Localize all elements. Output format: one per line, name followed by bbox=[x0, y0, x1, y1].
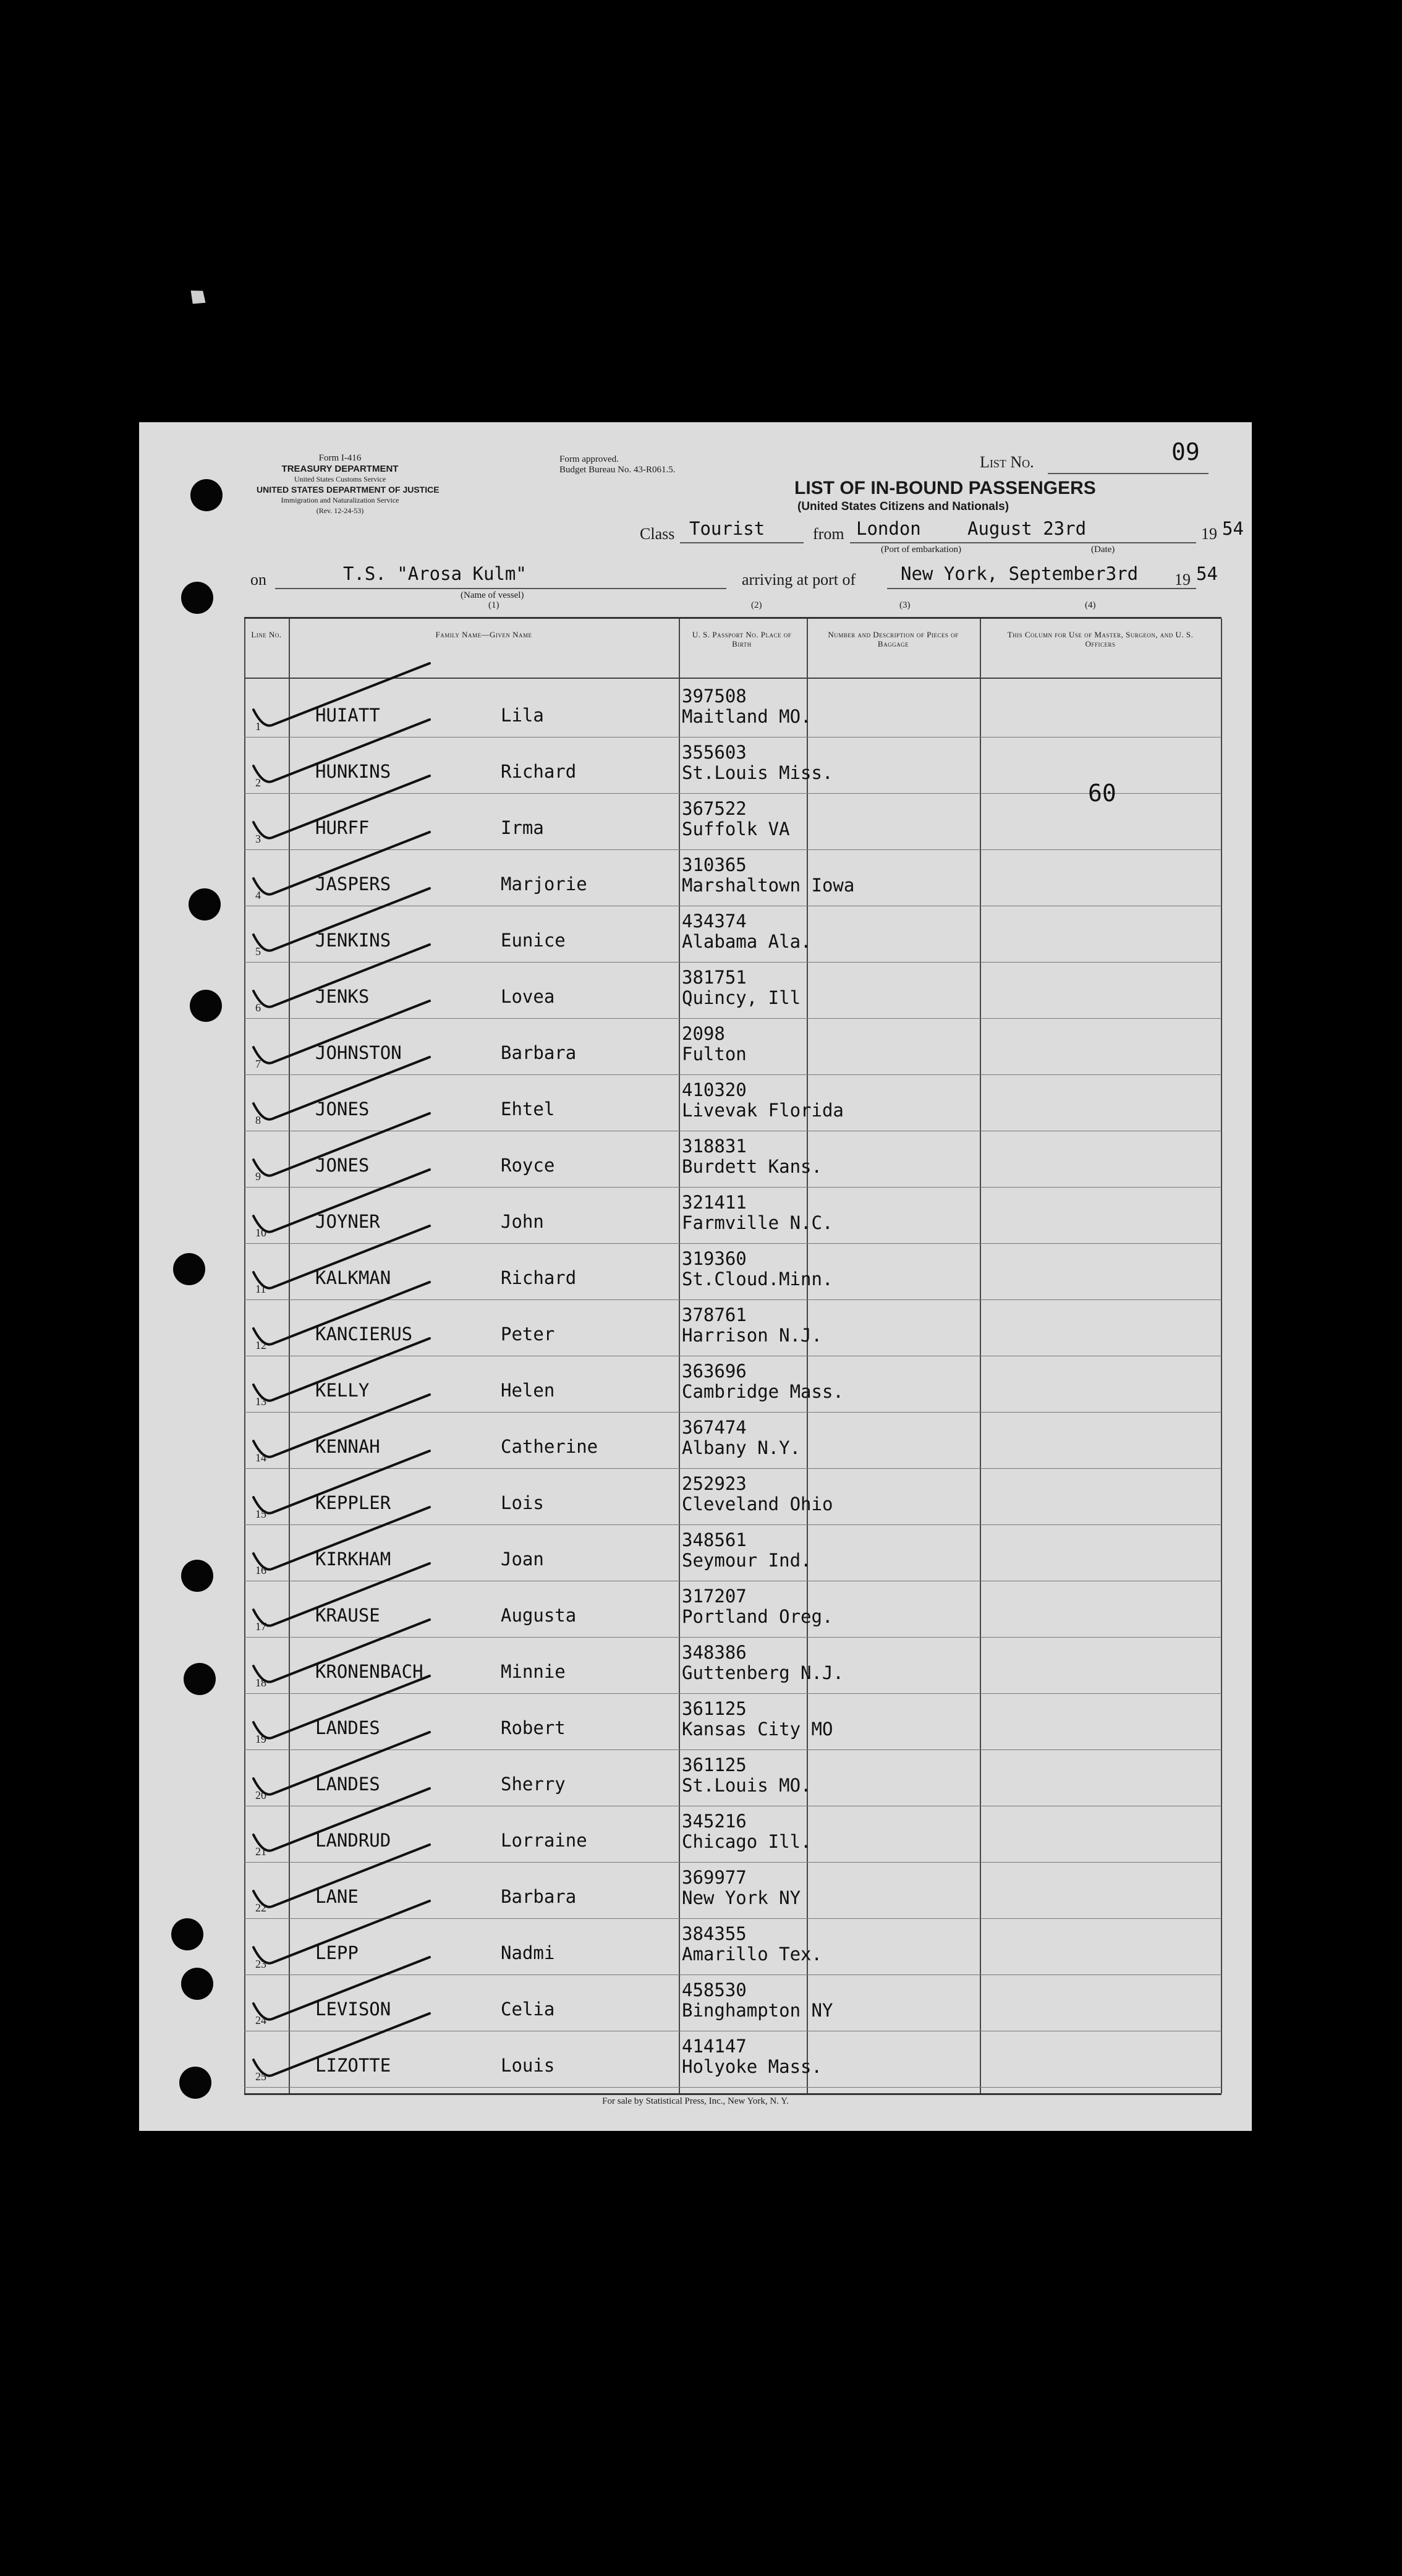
family-name: JOYNER bbox=[315, 1211, 380, 1232]
given-name: Augusta bbox=[501, 1605, 577, 1626]
line-number: 21 bbox=[255, 1845, 266, 1858]
punch-hole bbox=[181, 1560, 213, 1592]
passport-number: 348561 bbox=[682, 1529, 747, 1550]
passport-number: 318831 bbox=[682, 1136, 747, 1157]
table-row bbox=[244, 1356, 1221, 1413]
line-number: 1 bbox=[255, 720, 261, 733]
table-row bbox=[244, 1187, 1221, 1244]
birthplace: Holyoke Mass. bbox=[682, 2056, 822, 2077]
class-label: Class bbox=[640, 525, 675, 543]
passport-number: 310365 bbox=[682, 854, 747, 875]
passport-number: 458530 bbox=[682, 1979, 747, 2000]
given-name: Louis bbox=[501, 2055, 555, 2076]
family-name: JENKINS bbox=[315, 930, 391, 951]
punch-hole bbox=[190, 990, 222, 1022]
punch-hole bbox=[181, 1968, 213, 2000]
passport-number: 252923 bbox=[682, 1473, 747, 1494]
table-row bbox=[244, 737, 1221, 794]
passport-number: 381751 bbox=[682, 967, 747, 988]
col-line-header: Line No. bbox=[251, 630, 282, 639]
birthplace: Alabama Ala. bbox=[682, 931, 812, 952]
given-name: Nadmi bbox=[501, 1942, 555, 1963]
line-number: 5 bbox=[255, 945, 261, 958]
given-name: Ehtel bbox=[501, 1099, 555, 1120]
given-name: Richard bbox=[501, 761, 577, 782]
table-row bbox=[244, 849, 1221, 906]
vessel-name: T.S. "Arosa Kulm" bbox=[343, 563, 527, 584]
passport-number: 410320 bbox=[682, 1079, 747, 1100]
punch-hole bbox=[181, 582, 213, 614]
family-name: KANCIERUS bbox=[315, 1324, 413, 1345]
birthplace: Albany N.Y. bbox=[682, 1437, 801, 1458]
passport-number: 363696 bbox=[682, 1361, 747, 1382]
table-row bbox=[244, 1074, 1221, 1131]
table-row bbox=[244, 906, 1221, 963]
table-row bbox=[244, 1412, 1221, 1469]
given-name: Irma bbox=[501, 817, 544, 838]
table-row bbox=[244, 1018, 1221, 1075]
birthplace: Maitland MO. bbox=[682, 706, 812, 727]
arriving-label: arriving at port of bbox=[742, 571, 856, 589]
given-name: Richard bbox=[501, 1267, 577, 1288]
family-name: KEPPLER bbox=[315, 1492, 391, 1513]
birthplace: Marshaltown Iowa bbox=[682, 875, 855, 896]
family-name: JASPERS bbox=[315, 874, 391, 895]
given-name: Celia bbox=[501, 1999, 555, 2020]
given-name: Lovea bbox=[501, 986, 555, 1007]
table-row bbox=[244, 1693, 1221, 1750]
line-number: 20 bbox=[255, 1789, 266, 1801]
given-name: Eunice bbox=[501, 930, 566, 951]
family-name: KALKMAN bbox=[315, 1267, 391, 1288]
arrival-year-suffix: 54 bbox=[1196, 563, 1218, 584]
line-number: 19 bbox=[255, 1733, 266, 1745]
arrival-year-prefix: 19 bbox=[1175, 571, 1191, 589]
table-row bbox=[244, 793, 1221, 850]
punch-hole bbox=[173, 1253, 205, 1285]
from-date: August 23rd bbox=[967, 518, 1087, 539]
passport-number: 397508 bbox=[682, 686, 747, 707]
birthplace: Fulton bbox=[682, 1044, 747, 1065]
line-number: 11 bbox=[255, 1283, 266, 1295]
year-suffix: 54 bbox=[1222, 518, 1244, 539]
passenger-table bbox=[244, 617, 1221, 2095]
table-row bbox=[244, 1581, 1221, 1638]
given-name: Robert bbox=[501, 1717, 566, 1738]
birthplace: Quincy, Ill bbox=[682, 987, 801, 1008]
line-number: 6 bbox=[255, 1001, 261, 1014]
family-name: KRONENBACH bbox=[315, 1661, 423, 1682]
list-no-label: List No. bbox=[980, 453, 1034, 471]
family-name: JONES bbox=[315, 1155, 370, 1176]
passport-number: 321411 bbox=[682, 1192, 747, 1213]
family-name: JOHNSTON bbox=[315, 1042, 402, 1063]
officer-note: 60 bbox=[1088, 780, 1116, 807]
given-name: John bbox=[501, 1211, 544, 1232]
arrival-port-date: New York, September3rd bbox=[901, 563, 1139, 584]
col-baggage-header: Number and Description of Pieces of Baggage bbox=[828, 630, 959, 648]
list-no-value: 09 bbox=[1171, 438, 1200, 465]
birthplace: Seymour Ind. bbox=[682, 1550, 812, 1571]
given-name: Minnie bbox=[501, 1661, 566, 1682]
table-row bbox=[244, 1131, 1221, 1188]
table-row bbox=[244, 1243, 1221, 1300]
passport-number: 2098 bbox=[682, 1023, 725, 1044]
punch-hole bbox=[189, 888, 221, 920]
customs-service: United States Customs Service bbox=[294, 475, 386, 483]
birthplace: Cleveland Ohio bbox=[682, 1494, 833, 1515]
given-name: Royce bbox=[501, 1155, 555, 1176]
passport-number: 348386 bbox=[682, 1642, 747, 1663]
table-row bbox=[244, 962, 1221, 1019]
passport-number: 317207 bbox=[682, 1586, 747, 1607]
table-row bbox=[244, 1637, 1221, 1694]
approval-block bbox=[559, 454, 675, 475]
line-number: 17 bbox=[255, 1620, 266, 1633]
line-number: 8 bbox=[255, 1114, 261, 1126]
family-name: KRAUSE bbox=[315, 1605, 380, 1626]
class-value: Tourist bbox=[689, 518, 765, 539]
family-name: HUNKINS bbox=[315, 761, 391, 782]
given-name: Lorraine bbox=[501, 1830, 587, 1851]
given-name: Marjorie bbox=[501, 874, 587, 895]
family-name: JONES bbox=[315, 1099, 370, 1120]
family-name: HUIATT bbox=[315, 705, 380, 726]
form-revision: (Rev. 12-24-53) bbox=[316, 506, 364, 515]
family-name: LEVISON bbox=[315, 1999, 391, 2020]
passport-number: 384355 bbox=[682, 1923, 747, 1944]
table-row bbox=[244, 1468, 1221, 1525]
approval-line-1: Form approved. bbox=[559, 454, 619, 464]
birthplace: St.Louis MO. bbox=[682, 1775, 812, 1796]
line-number: 25 bbox=[255, 2070, 266, 2083]
punch-hole bbox=[179, 2067, 211, 2099]
passport-number: 414147 bbox=[682, 2036, 747, 2057]
col-officers-header: This Column for Use of Master, Surgeon, and U. S. Officers bbox=[1007, 630, 1194, 648]
family-name: LANDRUD bbox=[315, 1830, 391, 1851]
table-row bbox=[244, 1524, 1221, 1581]
given-name: Barbara bbox=[501, 1042, 577, 1063]
family-name: LIZOTTE bbox=[315, 2055, 391, 2076]
line-number: 13 bbox=[255, 1395, 266, 1408]
given-name: Joan bbox=[501, 1549, 544, 1570]
col-name-header: Family Name—Given Name bbox=[435, 630, 532, 639]
table-row bbox=[244, 2031, 1221, 2088]
vessel-caption: (Name of vessel) bbox=[461, 590, 524, 600]
given-name: Sherry bbox=[501, 1774, 566, 1795]
punch-hole bbox=[171, 1918, 203, 1950]
manifest-sheet bbox=[139, 422, 1252, 2131]
line-number: 15 bbox=[255, 1508, 266, 1520]
birthplace: Suffolk VA bbox=[682, 818, 790, 840]
birthplace: Chicago Ill. bbox=[682, 1831, 812, 1852]
given-name: Peter bbox=[501, 1324, 555, 1345]
family-name: KIRKHAM bbox=[315, 1549, 391, 1570]
given-name: Helen bbox=[501, 1380, 555, 1401]
table-row bbox=[244, 1806, 1221, 1863]
birthplace: New York NY bbox=[682, 1887, 801, 1908]
year-prefix: 19 bbox=[1201, 525, 1217, 543]
caption-4: (4) bbox=[1085, 600, 1096, 610]
family-name: LANE bbox=[315, 1886, 359, 1907]
caption-1: (1) bbox=[488, 600, 499, 610]
port-caption: (Port of embarkation) bbox=[881, 545, 961, 555]
birthplace: Burdett Kans. bbox=[682, 1156, 822, 1177]
line-number: 18 bbox=[255, 1677, 266, 1689]
birthplace: St.Cloud.Minn. bbox=[682, 1269, 833, 1290]
birthplace: Harrison N.J. bbox=[682, 1325, 822, 1346]
given-name: Lila bbox=[501, 705, 544, 726]
punch-hole bbox=[184, 1663, 216, 1695]
birthplace: Farmville N.C. bbox=[682, 1212, 833, 1233]
line-number: 24 bbox=[255, 2014, 266, 2026]
line-number: 16 bbox=[255, 1564, 266, 1576]
line-number: 12 bbox=[255, 1339, 266, 1351]
from-port: London bbox=[856, 518, 921, 539]
table-row bbox=[244, 1299, 1221, 1356]
birthplace: Amarillo Tex. bbox=[682, 1944, 822, 1965]
caption-2: (2) bbox=[751, 600, 762, 610]
on-label: on bbox=[250, 571, 266, 589]
passport-number: 367474 bbox=[682, 1417, 747, 1438]
justice-dept: UNITED STATES DEPARTMENT OF JUSTICE bbox=[257, 485, 440, 495]
line-number: 22 bbox=[255, 1902, 266, 1914]
line-number: 23 bbox=[255, 1958, 266, 1970]
form-subtitle: (United States Citizens and Nationals) bbox=[797, 500, 1009, 513]
table-row bbox=[244, 1975, 1221, 2031]
approval-line-2: Budget Bureau No. 43-R061.5. bbox=[559, 465, 676, 475]
line-number: 10 bbox=[255, 1226, 266, 1239]
passport-number: 361125 bbox=[682, 1698, 747, 1719]
punch-hole bbox=[190, 479, 223, 511]
table-row bbox=[244, 1918, 1221, 1975]
passport-number: 434374 bbox=[682, 911, 747, 932]
col-passport-header: U. S. Passport No. Place of Birth bbox=[692, 630, 792, 648]
date-caption: (Date) bbox=[1091, 545, 1115, 555]
family-name: LANDES bbox=[315, 1717, 380, 1738]
birthplace: Portland Oreg. bbox=[682, 1606, 833, 1627]
line-number: 4 bbox=[255, 889, 261, 901]
passport-number: 355603 bbox=[682, 742, 747, 763]
line-number: 3 bbox=[255, 833, 261, 845]
birthplace: Cambridge Mass. bbox=[682, 1381, 844, 1402]
birthplace: St.Louis Miss. bbox=[682, 762, 833, 783]
passport-number: 345216 bbox=[682, 1811, 747, 1832]
birthplace: Kansas City MO bbox=[682, 1719, 833, 1740]
birthplace: Guttenberg N.J. bbox=[682, 1662, 844, 1683]
footer-imprint: For sale by Statistical Press, Inc., New York, N. Y. bbox=[602, 2096, 789, 2106]
passport-number: 319360 bbox=[682, 1248, 747, 1269]
form-header-left bbox=[257, 453, 440, 516]
line-number: 14 bbox=[255, 1452, 266, 1464]
paper-scrap bbox=[186, 286, 210, 308]
given-name: Lois bbox=[501, 1492, 544, 1513]
table-row bbox=[244, 1862, 1221, 1919]
given-name: Barbara bbox=[501, 1886, 577, 1907]
passport-number: 378761 bbox=[682, 1304, 747, 1325]
family-name: LEPP bbox=[315, 1942, 359, 1963]
passport-number: 361125 bbox=[682, 1754, 747, 1775]
given-name: Catherine bbox=[501, 1436, 598, 1457]
family-name: JENKS bbox=[315, 986, 370, 1007]
passport-number: 369977 bbox=[682, 1867, 747, 1888]
family-name: KELLY bbox=[315, 1380, 370, 1401]
birthplace: Livevak Florida bbox=[682, 1100, 844, 1121]
treasury-dept: TREASURY DEPARTMENT bbox=[281, 464, 399, 474]
family-name: LANDES bbox=[315, 1774, 380, 1795]
line-number: 7 bbox=[255, 1058, 261, 1070]
line-number: 9 bbox=[255, 1170, 261, 1183]
birthplace: Binghampton NY bbox=[682, 2000, 833, 2021]
family-name: KENNAH bbox=[315, 1436, 380, 1457]
family-name: HURFF bbox=[315, 817, 370, 838]
form-title: LIST OF IN-BOUND PASSENGERS bbox=[794, 478, 1096, 498]
form-number: Form I-416 bbox=[318, 453, 362, 463]
table-row bbox=[244, 1749, 1221, 1806]
line-number: 2 bbox=[255, 776, 261, 789]
passport-number: 367522 bbox=[682, 798, 747, 819]
caption-3: (3) bbox=[899, 600, 911, 610]
table-row bbox=[244, 681, 1221, 738]
ins-service: Immigration and Naturalization Service bbox=[281, 496, 399, 504]
from-label: from bbox=[813, 525, 844, 543]
